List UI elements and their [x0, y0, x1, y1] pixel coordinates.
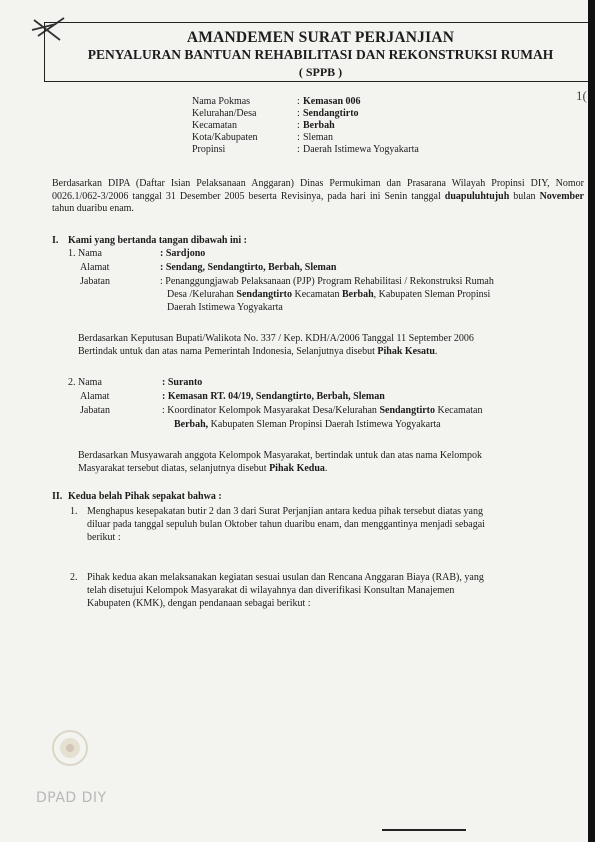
section-2-heading [52, 491, 222, 504]
party2-basis-line2 [78, 463, 327, 476]
item1-line3: berikut : [87, 532, 121, 543]
document-subtitle: PENYALURAN BANTUAN REHABILITASI DAN REKONSTRUKSI RUMAH [87, 47, 554, 62]
basis-text: Bertindak untuk dan atas nama Pemerintah Indonesia, Selanjutnya disebut [78, 346, 378, 357]
info-value: Daerah Istimewa Yogyakarta [303, 144, 419, 155]
section-1-heading [52, 235, 247, 248]
info-separator: : [297, 120, 300, 131]
item1-line1: Menghapus kesepakatan butir 2 dan 3 dari Surat Perjanjian antara kedua pihak tersebut diatas yang [87, 506, 483, 517]
section-title: Kami yang bertanda tangan dibawah ini : [68, 235, 247, 246]
role-village: Sendangtirto [379, 405, 435, 416]
role-text: Koordinator Kelompok Masyarakat Desa/Kelurahan [167, 405, 380, 416]
party2-address-label: Alamat [80, 391, 110, 402]
party1-address-value: Sendang, Sendangtirto, Berbah, Sleman [165, 262, 337, 273]
info-value: Berbah [303, 120, 335, 131]
party2-basis-line1: Berdasarkan Musyawarah anggota Kelompok Masyarakat, bertindak untuk dan atas nama Kelompok [78, 450, 483, 461]
section-number: II. [52, 491, 63, 502]
party2-designation: Pihak Kedua [269, 463, 325, 474]
info-separator: : [297, 108, 300, 119]
party1-designation: Pihak Kesatu [377, 346, 435, 357]
watermark-seal-icon [50, 728, 90, 768]
party2-name-value: Suranto [167, 377, 203, 388]
info-label: Propinsi [192, 144, 226, 155]
section-number: I. [52, 235, 59, 246]
party1-role-label: Jabatan [80, 276, 110, 287]
info-separator: : [297, 132, 300, 143]
intro-paragraph [52, 178, 584, 216]
party2-role-label: Jabatan [80, 405, 110, 416]
party1-basis-line1: Berdasarkan Keputusan Bupati/Walikota No. 337 / Kep. KDH/A/2006 Tanggal 11 September 2006 [78, 333, 474, 344]
item-number: 2. [70, 572, 78, 583]
info-separator: : [297, 96, 300, 107]
info-value: Kemasan 006 [303, 96, 361, 107]
scan-edge [588, 0, 595, 842]
document-code: ( SPPB ) [298, 65, 343, 79]
info-value: Sleman [303, 132, 333, 143]
party1-address-label: Alamat [80, 262, 110, 273]
party2-address: : Kemasan RT. 04/19, Sendangtirto, Berbah, Sleman [162, 391, 385, 402]
info-label: Kelurahan/Desa [192, 108, 257, 119]
party1-basis-line2 [78, 346, 437, 359]
intro-date-month: November [539, 190, 584, 202]
role-text: Kecamatan [291, 289, 342, 300]
info-value: Sendangtirto [303, 108, 359, 119]
party1-address: : Sendang, Sendangtirto, Berbah, Sleman [160, 262, 337, 273]
party2-role-line1: : Koordinator Kelompok Masyarakat Desa/Kelurahan Sendangtirto Kecamatan [162, 405, 483, 416]
party2-role-line2 [174, 419, 441, 432]
party1-role-line1: : Penanggungjawab Pelaksanaan (PJP) Program Rehabilitasi / Rekonstruksi Rumah [160, 276, 494, 287]
info-label: Kecamatan [192, 120, 237, 131]
pokmas-info [192, 96, 419, 156]
watermark-text: DPAD DIY [36, 790, 107, 806]
title-box [44, 22, 595, 82]
intro-date-day: duapuluhtujuh [444, 190, 510, 202]
margin-mark: 1( [576, 88, 587, 103]
party1-name-label: 1. Nama [68, 248, 102, 259]
party1-role-line3: Daerah Istimewa Yogyakarta [167, 302, 283, 313]
info-label: Nama Pokmas [192, 96, 251, 107]
party2-name-label: 2. Nama [68, 377, 102, 388]
basis-text: . [434, 346, 438, 357]
basis-text: . [324, 463, 328, 474]
role-village: Sendangtirto [236, 289, 292, 300]
intro-text: Berdasarkan DIPA (Daftar Isian Pelaksanaan Anggaran) Dinas Permukiman dan Prasarana Wilayah Propinsi DIY, Nomor 0026.1/062-3/2006 tanggal 31 Desember 2005 beserta Revisinya, pada hari ini Senin tanggal [52, 178, 584, 202]
party1-name: : Sardjono [160, 248, 206, 259]
party2-name: : Suranto [162, 377, 203, 388]
role-text: Desa /Kelurahan [167, 289, 237, 300]
party1-name-value: Sardjono [165, 248, 206, 259]
role-text: Kecamatan [435, 405, 483, 416]
party2-address-value: Kemasan RT. 04/19, Sendangtirto, Berbah, Sleman [167, 391, 385, 402]
info-label: Kota/Kabupaten [192, 132, 258, 143]
info-separator: : [297, 144, 300, 155]
role-district: Berbah, [174, 419, 209, 430]
info-row-kabupaten [192, 132, 419, 144]
role-district: Berbah [341, 289, 374, 300]
party1-role-text: Penanggungjawab Pelaksanaan (PJP) Program Rehabilitasi / Rekonstruksi Rumah [165, 276, 494, 287]
bottom-rule [382, 829, 466, 831]
intro-text-end: tahun duaribu enam. [52, 203, 134, 214]
section-title: Kedua belah Pihak sepakat bahwa : [68, 491, 222, 502]
item2-line1: Pihak kedua akan melaksanakan kegiatan sesuai usulan dan Rencana Anggaran Biaya (RAB), yang [87, 572, 484, 583]
item-number: 1. [70, 506, 78, 517]
role-text: Kabupaten Sleman Propinsi Daerah Istimewa Yogyakarta [208, 419, 441, 430]
intro-text-mid: bulan [509, 190, 540, 202]
item2-line3: Kabupaten (KMK), dengan pendanaan sebagai berikut : [87, 598, 311, 609]
info-row-kecamatan [192, 120, 419, 132]
party1-role-line2 [167, 289, 490, 302]
item2-line2: telah disetujui Kelompok Masyarakat di wilayahnya dan diverifikasi Konsultan Manajemen [87, 585, 455, 596]
info-row-kelurahan [192, 108, 419, 120]
document-title: AMANDEMEN SURAT PERJANJIAN [186, 29, 455, 46]
item1-line2: diluar pada tanggal sepuluh bulan Oktober tahun duaribu enam, dan menggantinya menjadi sebagai [87, 519, 485, 530]
role-text: , Kabupaten Sleman Propinsi [373, 289, 491, 300]
basis-text: Masyarakat tersebut diatas, selanjutnya disebut [78, 463, 270, 474]
info-row-pokmas [192, 96, 419, 108]
info-row-propinsi [192, 144, 419, 156]
